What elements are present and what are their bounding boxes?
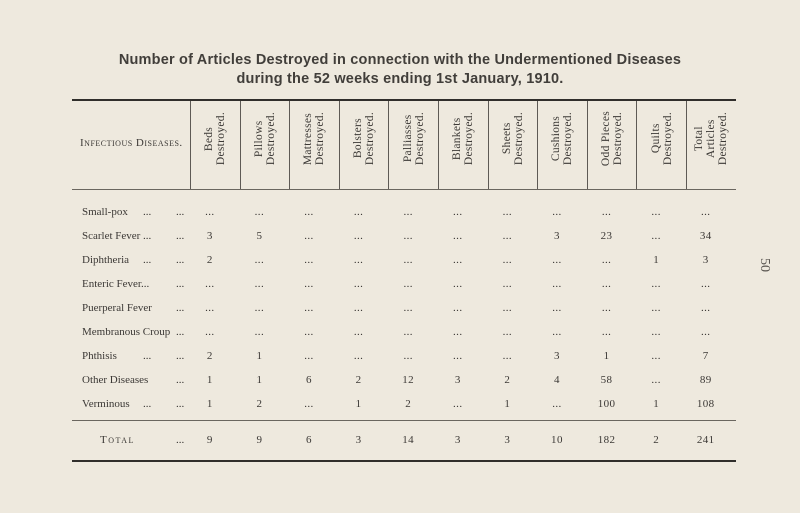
row-label-cell (72, 344, 190, 368)
cell-odd-pieces: ... (601, 206, 612, 218)
row-label-cell (72, 320, 190, 344)
table-row-scarlet-fever (72, 224, 736, 248)
column-header-text (600, 111, 624, 166)
cell-blankets: 3 (454, 374, 461, 386)
column-header-line: Total (693, 126, 706, 152)
cell-cushions: ... (552, 302, 562, 314)
column-header-line: Quilts (649, 124, 662, 154)
cell-sheets: ... (502, 326, 513, 338)
column-header-text (302, 112, 326, 165)
cell-total: ... (701, 206, 711, 218)
cell-palliasses: ... (403, 302, 413, 314)
cell-blankets: ... (453, 350, 463, 362)
row-label: Diphtheria (82, 254, 130, 266)
cell-mattresses: 6 (306, 434, 312, 446)
cell-blankets: ... (453, 254, 463, 266)
row-label-cell (72, 296, 190, 320)
cell-palliasses: ... (403, 254, 413, 266)
cell-bolsters: ... (353, 302, 364, 314)
cell-pillows: ... (254, 254, 265, 266)
column-header-blankets (438, 101, 488, 189)
dot-leader: ... (176, 278, 185, 290)
cell-bolsters: 2 (355, 374, 362, 386)
table-row-diphtheria (72, 248, 736, 272)
column-header-sheets (488, 101, 538, 189)
cell-pillows: 5 (256, 230, 263, 242)
column-header-line: Beds (203, 126, 216, 152)
table-row-phthisis (72, 344, 736, 368)
column-header-line: Destroyed. (661, 112, 674, 166)
table-row-verminous (72, 392, 736, 416)
column-header-line: Destroyed. (562, 112, 575, 166)
column-header-quilts (636, 101, 686, 189)
cell-bolsters: 3 (355, 434, 362, 446)
table-row-puerperal-fever (72, 296, 736, 320)
cell-mattresses: ... (304, 254, 314, 266)
cell-quilts: ... (651, 374, 661, 386)
column-header-line: Bolsters (352, 118, 365, 160)
title-line-2: during the 52 weeks ending 1st January, 1910. (236, 71, 564, 87)
column-header-bolsters (339, 101, 389, 189)
row-label: Verminous (82, 398, 130, 410)
column-header-text (402, 112, 426, 165)
cell-pillows: ... (254, 326, 265, 338)
column-header-beds (190, 101, 240, 189)
column-header-odd-pieces (587, 101, 637, 189)
cell-cushions: ... (552, 398, 562, 410)
dot-leader: ... (176, 326, 185, 338)
cell-total: 3 (702, 254, 709, 266)
cell-odd-pieces: 58 (600, 374, 613, 386)
row-label-cell (72, 392, 190, 416)
cell-cushions: ... (552, 278, 562, 290)
cell-bolsters: 1 (355, 398, 362, 410)
column-header-text (650, 112, 674, 165)
row-label: Other Diseases (82, 374, 149, 386)
cell-cushions: 10 (551, 434, 563, 446)
cell-quilts: ... (651, 206, 661, 218)
column-header-line: Pillows (252, 120, 265, 158)
cell-total: 34 (699, 230, 712, 242)
cell-quilts: ... (651, 350, 661, 362)
cell-total: ... (701, 302, 711, 314)
dot-leader: ... (176, 230, 185, 242)
cell-beds: 1 (206, 398, 213, 410)
cell-blankets: 3 (454, 434, 461, 446)
cell-pillows: ... (254, 278, 265, 290)
column-header-line: Destroyed. (215, 112, 228, 166)
cell-bolsters: ... (353, 206, 364, 218)
cell-quilts: ... (651, 278, 661, 290)
table-title (0, 51, 800, 89)
cell-bolsters: ... (353, 278, 364, 290)
cell-cushions: 3 (554, 350, 560, 362)
dot-leader: ... (143, 254, 152, 266)
cell-sheets: ... (502, 254, 513, 266)
dot-leader: ... (176, 206, 185, 218)
cell-beds: 3 (206, 230, 213, 242)
column-header-total (686, 101, 736, 189)
column-header-text (550, 112, 574, 165)
column-header-line: Cushions (550, 116, 563, 162)
cell-beds: 1 (206, 374, 213, 386)
cell-pillows: 1 (256, 374, 263, 386)
table-row-small-pox (72, 200, 736, 224)
cell-palliasses: ... (403, 230, 413, 242)
cell-cushions: 3 (554, 230, 560, 242)
cell-mattresses: ... (304, 302, 314, 314)
cell-mattresses: 6 (306, 374, 312, 386)
column-header-text (352, 112, 376, 165)
dot-leader: ... (176, 350, 185, 362)
cell-odd-pieces: 1 (603, 350, 610, 362)
dot-leader: ... (176, 254, 185, 266)
cell-beds: 2 (206, 254, 213, 266)
cell-sheets: 1 (504, 398, 511, 410)
cell-mattresses: ... (304, 398, 314, 410)
row-label-cell (72, 224, 190, 248)
cell-quilts: 2 (653, 434, 660, 446)
cell-odd-pieces: ... (601, 254, 612, 266)
cell-palliasses: ... (403, 350, 413, 362)
cell-palliasses: ... (403, 206, 413, 218)
column-header-text (501, 112, 525, 165)
cell-sheets: ... (502, 302, 513, 314)
row-label-cell (72, 272, 190, 296)
row-label: Phthisis (82, 350, 117, 362)
column-header-text (451, 112, 475, 165)
cell-bolsters: ... (353, 350, 364, 362)
column-header-pillows (240, 101, 290, 189)
column-header-line: Blankets (451, 117, 464, 161)
cell-odd-pieces: ... (601, 326, 612, 338)
cell-sheets: ... (502, 230, 513, 242)
dot-leader: ... (176, 398, 185, 410)
column-header-line: Destroyed. (463, 112, 476, 166)
table-body (72, 190, 736, 421)
cell-blankets: ... (453, 230, 463, 242)
cell-odd-pieces: ... (601, 278, 612, 290)
column-header-line: Mattresses (302, 112, 315, 166)
cell-palliasses: 2 (405, 398, 412, 410)
table-header-row (72, 101, 736, 190)
cell-cushions: ... (552, 254, 562, 266)
cell-pillows: 2 (256, 398, 263, 410)
cell-mattresses: ... (304, 230, 314, 242)
column-header-mattresses (289, 101, 339, 189)
row-label-cell (72, 248, 190, 272)
column-header-text (693, 112, 729, 165)
column-header-palliasses (388, 101, 438, 189)
cell-beds: 9 (206, 434, 213, 446)
cell-palliasses: 14 (402, 434, 415, 446)
column-header-line: Articles (705, 119, 718, 159)
row-label: Small-pox (82, 206, 128, 218)
cell-pillows: ... (254, 302, 265, 314)
cell-palliasses: ... (403, 326, 413, 338)
dot-leader: ... (143, 350, 152, 362)
row-label: Enteric Fever... (82, 278, 150, 290)
cell-mattresses: ... (304, 350, 314, 362)
cell-sheets: ... (502, 206, 513, 218)
dot-leader: ... (176, 434, 185, 446)
page-number: 50 (757, 258, 772, 272)
row-label: Puerperal Fever (82, 302, 152, 314)
cell-total: 89 (699, 374, 712, 386)
column-header-line: Destroyed. (413, 112, 426, 166)
cell-total: 7 (702, 350, 709, 362)
table-row-other-diseases (72, 368, 736, 392)
cell-total: 241 (696, 434, 715, 446)
cell-palliasses: 12 (402, 374, 415, 386)
row-label: Total (100, 434, 135, 446)
column-header-text (203, 112, 227, 165)
table-row-membranous-croup (72, 320, 736, 344)
cell-mattresses: ... (304, 206, 314, 218)
column-header-line: Destroyed. (364, 112, 377, 166)
row-label: Membranous Croup (82, 326, 171, 338)
column-header-line: Destroyed. (612, 112, 625, 166)
cell-bolsters: ... (353, 230, 364, 242)
cell-mattresses: ... (304, 326, 314, 338)
cell-pillows: ... (254, 206, 265, 218)
cell-sheets: 2 (504, 374, 511, 386)
cell-pillows: 1 (256, 350, 263, 362)
cell-beds: ... (205, 278, 215, 290)
dot-leader: ... (176, 302, 185, 314)
cell-total: ... (701, 278, 711, 290)
cell-quilts: ... (651, 230, 661, 242)
cell-quilts: ... (651, 302, 661, 314)
cell-cushions: 4 (554, 374, 560, 386)
cell-blankets: ... (453, 302, 463, 314)
cell-cushions: ... (552, 326, 562, 338)
cell-beds: ... (205, 206, 215, 218)
dot-leader: ... (176, 374, 185, 386)
title-line-1: Number of Articles Destroyed in connection with the Undermentioned Diseases (118, 52, 682, 68)
column-header-line: Destroyed. (264, 112, 277, 166)
column-header-line: Destroyed. (717, 112, 730, 166)
row-label-cell (72, 368, 190, 392)
cell-sheets: ... (502, 350, 513, 362)
table-row-total (72, 421, 736, 460)
cell-beds: ... (205, 302, 215, 314)
column-header-line: Sheets (500, 123, 513, 155)
cell-mattresses: ... (304, 278, 314, 290)
cell-sheets: ... (502, 278, 513, 290)
cell-blankets: ... (453, 278, 463, 290)
articles-destroyed-table (72, 99, 736, 462)
cell-quilts: 1 (653, 398, 660, 410)
cell-bolsters: ... (353, 254, 364, 266)
cell-total: ... (701, 326, 711, 338)
row-label: Scarlet Fever (82, 230, 141, 242)
cell-quilts: 1 (653, 254, 660, 266)
column-header-line: Destroyed. (314, 112, 327, 166)
row-label-cell (72, 200, 190, 224)
dot-leader: ... (143, 206, 152, 218)
cell-blankets: ... (453, 206, 463, 218)
cell-beds: 2 (206, 350, 213, 362)
column-header-cushions (537, 101, 587, 189)
cell-beds: ... (205, 326, 215, 338)
cell-odd-pieces: ... (601, 302, 612, 314)
cell-odd-pieces: 182 (597, 434, 616, 446)
column-header-line: Palliasses (401, 115, 414, 163)
cell-bolsters: ... (353, 326, 364, 338)
column-header-text (253, 112, 277, 165)
cell-quilts: ... (651, 326, 661, 338)
cell-sheets: 3 (504, 434, 511, 446)
cell-odd-pieces: 23 (600, 230, 613, 242)
cell-blankets: ... (453, 398, 463, 410)
column-header-line: Destroyed. (512, 112, 525, 166)
cell-total: 108 (696, 398, 715, 410)
table-row-enteric-fever (72, 272, 736, 296)
row-label-cell (72, 421, 190, 460)
dot-leader: ... (143, 398, 152, 410)
dot-leader: ... (143, 230, 152, 242)
cell-pillows: 9 (256, 434, 263, 446)
cell-blankets: ... (453, 326, 463, 338)
cell-cushions: ... (552, 206, 562, 218)
cell-odd-pieces: 100 (597, 398, 616, 410)
column-header-line: Odd Pieces (600, 111, 613, 167)
column-header-infectious-diseases: Infectious Diseases. (80, 137, 183, 149)
cell-palliasses: ... (403, 278, 413, 290)
